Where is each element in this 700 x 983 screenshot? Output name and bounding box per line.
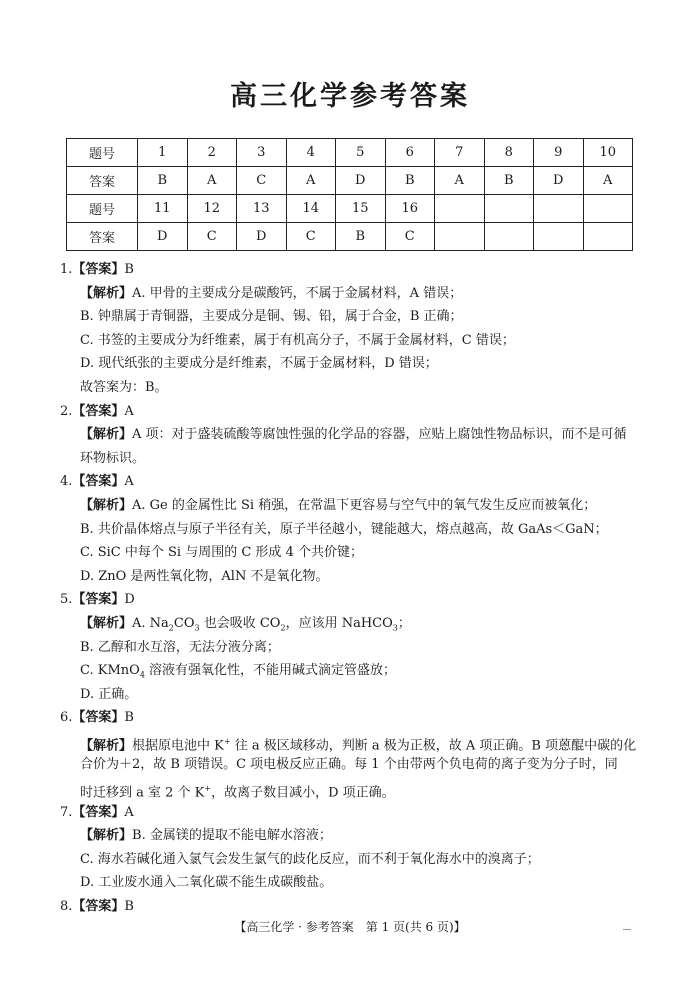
- table-cell: 2: [187, 139, 237, 167]
- table-cell: D: [237, 223, 287, 251]
- table-cell: B: [138, 167, 188, 195]
- q5-line: B. 乙醇和水互溶，无法分液分离；: [80, 639, 280, 655]
- table-cell: C: [237, 167, 287, 195]
- table-row-header: 题号: [67, 139, 138, 167]
- q2-answer-line: 2.【答案】A: [60, 403, 134, 419]
- table-cell: D: [534, 167, 584, 195]
- table-cell: [534, 195, 584, 223]
- q4-line: D. ZnO 是两性氧化物，AlN 不是氧化物。: [80, 568, 329, 584]
- q1-line: D. 现代纸张的主要成分是纤维素，不属于金属材料，D 错误；: [80, 356, 438, 372]
- table-row-header: 答案: [67, 223, 138, 251]
- q1-analysis-line: 【解析】A. 甲骨的主要成分是碳酸钙，不属于金属材料，A 错误；: [80, 285, 463, 301]
- table-row-header: 题号: [67, 195, 138, 223]
- table-cell: 7: [435, 139, 485, 167]
- answer-table: [66, 138, 633, 251]
- table-cell: D: [336, 167, 386, 195]
- table-cell: 16: [385, 195, 435, 223]
- q5-line: D. 正确。: [80, 686, 138, 702]
- q7-line: C. 海水若碱化通入氯气会发生氯气的歧化反应，而不利于氧化海水中的溴离子；: [80, 851, 540, 867]
- page-title: 高三化学参考答案: [230, 81, 470, 112]
- table-cell: 1: [138, 139, 188, 167]
- table-cell: B: [385, 167, 435, 195]
- table-cell: 8: [484, 139, 534, 167]
- analysis-content: [60, 258, 641, 919]
- q5-answer-line: 5.【答案】D: [60, 592, 135, 608]
- table-cell: 5: [336, 139, 386, 167]
- q1-line: C. 书签的主要成分为纤维素，属于有机高分子，不属于金属材料，C 错误；: [80, 332, 515, 348]
- table-cell: 11: [138, 195, 188, 223]
- q7-analysis-line: 【解析】B. 金属镁的提取不能电解水溶液；: [80, 828, 332, 844]
- table-cell: [435, 223, 485, 251]
- q1-line: B. 钟鼎属于青铜器，主要成分是铜、锡、铅，属于合金，B 正确；: [80, 309, 463, 325]
- table-cell: B: [336, 223, 386, 251]
- table-cell: C: [187, 223, 237, 251]
- table-cell: 3: [237, 139, 287, 167]
- q6-line: 合价为＋2，故 B 项错误。C 项电极反应正确。每 1 个由带两个负电荷的离子变为分子时，同: [80, 757, 618, 773]
- q6-analysis-line: 【解析】根据原电池中 K+ 往 a 极区域移动，判断 a 极为正极，故 A 项正确。B 项蒽醌中碳的化: [80, 736, 637, 754]
- q5-analysis-line: 【解析】A. $Na_2CO_3$ 也会吸收 $CO_2$，应该用 NaHCO$_3$；: [80, 615, 411, 633]
- table-cell: [534, 223, 584, 251]
- table-row: [67, 139, 633, 167]
- table-cell: 15: [336, 195, 386, 223]
- table-cell: [583, 223, 633, 251]
- table-cell: D: [138, 223, 188, 251]
- table-row: [67, 195, 633, 223]
- table-cell: B: [484, 167, 534, 195]
- table-cell: [435, 195, 485, 223]
- q7-line: D. 工业废水通入二氧化碳不能生成碳酸盐。: [80, 875, 333, 891]
- q4-line: B. 共价晶体熔点与原子半径有关，原子半径越小，键能越大，熔点越高，故 GaAs＜GaN；: [80, 521, 608, 537]
- q6-line: 时迁移到 a 室 2 个 K+，故离子数目减小，D 项正确。: [80, 784, 395, 801]
- table-cell: C: [385, 223, 435, 251]
- table-cell: 6: [385, 139, 435, 167]
- table-cell: C: [286, 223, 336, 251]
- table-cell: A: [583, 167, 633, 195]
- table-row-header: 答案: [67, 167, 138, 195]
- table-cell: 4: [286, 139, 336, 167]
- q1-line: 故答案为：B。: [80, 379, 168, 395]
- table-cell: [484, 195, 534, 223]
- table-cell: [484, 223, 534, 251]
- corner-mark: [623, 929, 631, 930]
- table-cell: 12: [187, 195, 237, 223]
- table-cell: 9: [534, 139, 584, 167]
- q6-answer-line: 6.【答案】B: [60, 710, 134, 726]
- table-row: [67, 167, 633, 195]
- table-cell: A: [435, 167, 485, 195]
- page-footer: 【高三化学 · 参考答案 第 1 页(共 6 页)】: [234, 920, 466, 934]
- q4-answer-line: 4.【答案】A: [60, 474, 134, 490]
- q1-answer-line: 1.【答案】B: [60, 262, 134, 277]
- table-cell: A: [187, 167, 237, 195]
- q4-line: C. SiC 中每个 Si 与周围的 C 形成 4 个共价键；: [80, 545, 363, 561]
- table-cell: 10: [583, 139, 633, 167]
- q2-analysis-line: 【解析】A 项：对于盛装硫酸等腐蚀性强的化学品的容器，应贴上腐蚀性物品标识，而不是可循: [80, 427, 627, 443]
- q5-line: C. KMnO$_4$ 溶液有强氧化性，不能用碱式滴定管盛放；: [80, 663, 397, 680]
- q8-answer-line: 8.【答案】B: [60, 899, 134, 915]
- table-cell: 14: [286, 195, 336, 223]
- q7-answer-line: 7.【答案】A: [60, 804, 134, 820]
- table-row: [67, 223, 633, 251]
- table-cell: [583, 195, 633, 223]
- q2-line: 环物标识。: [80, 450, 146, 466]
- table-cell: A: [286, 167, 336, 195]
- q4-analysis-line: 【解析】A. Ge 的金属性比 Si 稍强，在常温下更容易与空气中的氧气发生反应而被氧化；: [80, 497, 597, 513]
- table-cell: 13: [237, 195, 287, 223]
